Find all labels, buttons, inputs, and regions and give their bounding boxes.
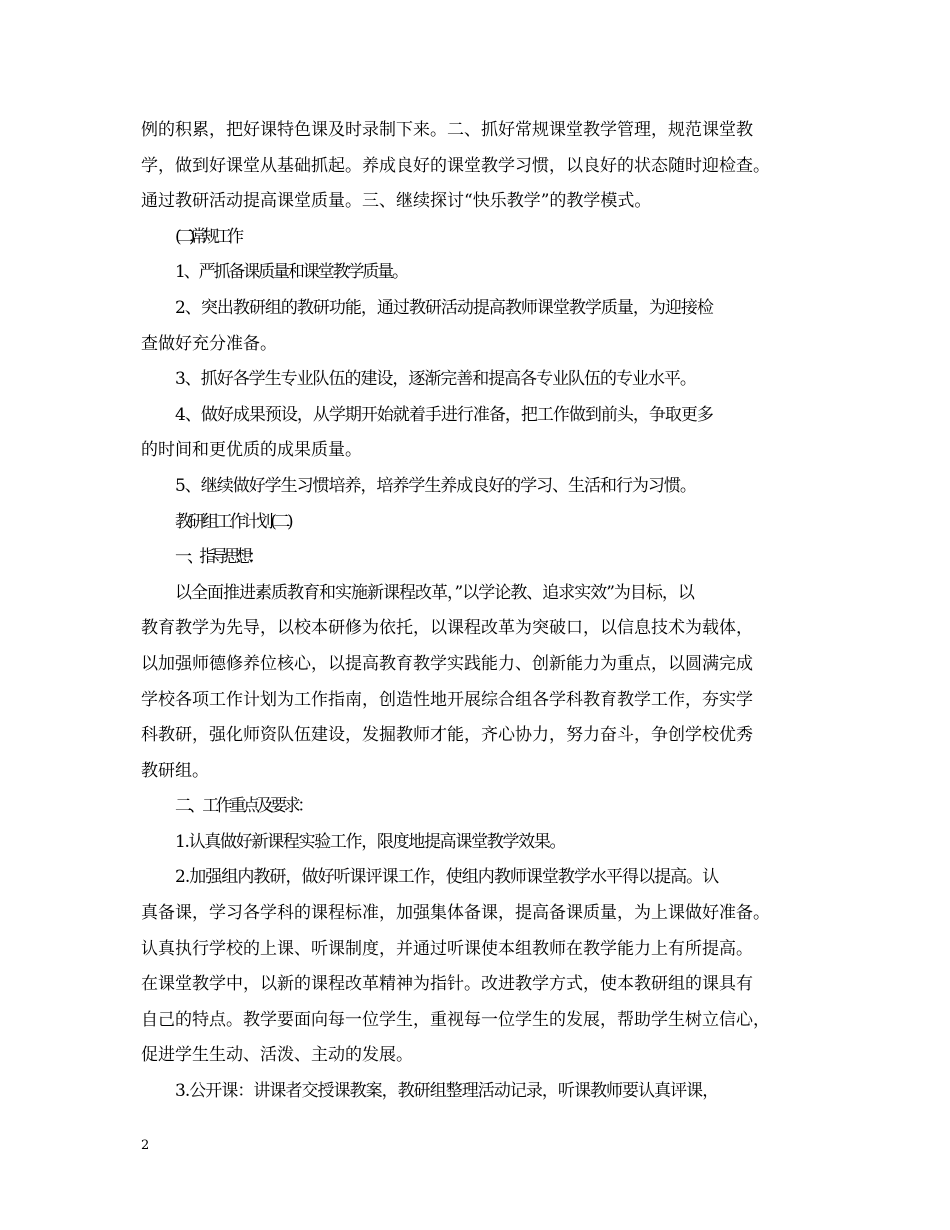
text-line: 学，做到好课堂从基础抓起。养成良好的课堂教学习惯，以良好的状态随时迎检查。 [141, 155, 770, 176]
text-line: 例的积累，把好课特色课及时录制下来。二、抓好常规课堂教学管理，规范课堂教 [141, 120, 753, 140]
text-line: 以全面推进素质教育和实施新课程改革，”以学论教、追求实效”为目标，以 [175, 582, 694, 603]
page-number: 2 [141, 1138, 150, 1153]
text-line: 教育教学为先导，以校本研修为依托，以课程改革为突破口，以信息技术为载体， [141, 618, 753, 639]
text-line: 5、继续做好学生习惯培养，培养学生养成良好的学习、生活和行为习惯。 [175, 475, 696, 496]
text-line: 在课堂教学中，以新的课程改革精神为指针。改进教学方式，使本教研组的课具有 [141, 974, 753, 995]
text-line: 教研组工作计划(二) [175, 511, 291, 532]
text-line: 一、指导思想： [175, 547, 260, 568]
text-line: 认真执行学校的上课、听课制度，并通过听课使本组教师在教学能力上有所提高。 [141, 938, 753, 959]
text-line: 的时间和更优质的成果质量。 [141, 440, 362, 461]
text-line: 学校各项工作计划为工作指南，创造性地开展综合组各学科教育教学工作，夯实学 [141, 689, 753, 710]
text-line: (二)常规工作 [175, 226, 240, 247]
text-line: 2、突出教研组的教研功能，通过教研活动提高教师课堂教学质量，为迎接检 [175, 297, 713, 318]
text-line: 3、抓好各学生专业队伍的建设，逐渐完善和提高各专业队伍的专业水平。 [175, 369, 696, 390]
text-line: 通过教研活动提高课堂质量。三、继续探讨“快乐教学”的教学模式。 [141, 191, 652, 212]
document-body [141, 113, 821, 1110]
text-line: 1.认真做好新课程实验工作，限度地提高课堂教学效果。 [175, 831, 566, 852]
text-line: 自己的特点。教学要面向每一位学生，重视每一位学生的发展，帮助学生树立信心， [141, 1009, 770, 1030]
text-line: 3.公开课：讲课者交授课教案，教研组整理活动记录，听课教师要认真评课， [175, 1081, 719, 1102]
text-line: 以加强师德修养位核心，以提高教育教学实践能力、创新能力为重点，以圆满完成 [141, 653, 753, 674]
text-line: 二、工作重点及要求： [175, 796, 311, 817]
text-line: 查做好充分准备。 [141, 333, 277, 354]
text-line: 促进学生生动、活泼、主动的发展。 [141, 1045, 413, 1066]
text-line: 1、严抓备课质量和课堂教学质量。 [175, 262, 407, 283]
text-line: 教研组。 [141, 760, 209, 781]
text-line: 真备课，学习各学科的课程标准，加强集体备课，提高备课质量，为上课做好准备。 [141, 903, 770, 924]
text-line: 4、做好成果预设，从学期开始就着手进行准备，把工作做到前头，争取更多 [175, 404, 713, 425]
text-line: 2.加强组内教研，做好听课评课工作，使组内教师课堂教学水平得以提高。认 [175, 867, 719, 888]
text-line: 科教研，强化师资队伍建设，发掘教师才能，齐心协力，努力奋斗，争创学校优秀 [141, 725, 753, 746]
